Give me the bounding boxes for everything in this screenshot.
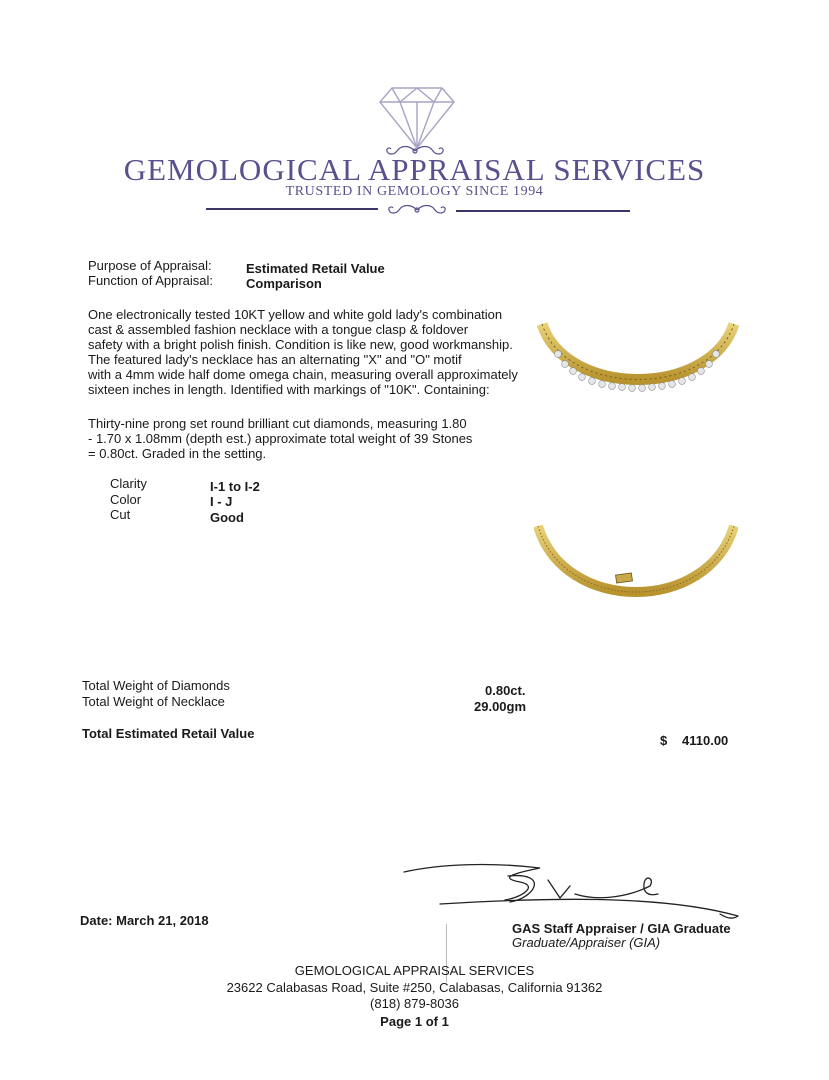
stones-paragraph (88, 416, 508, 461)
appraiser-subtitle: Graduate/Appraiser (GIA) (512, 935, 661, 950)
grade-value-clarity: I-1 to I-2 (210, 479, 260, 494)
footer-company: GEMOLOGICAL APPRAISAL SERVICES (294, 963, 535, 978)
stones-line: = 0.80ct. Graded in the setting. (88, 446, 267, 461)
footer-address: 23622 Calabasas Road, Suite #250, Calabasas, California 91362 (226, 980, 603, 995)
purpose-value: Estimated Retail Value (246, 261, 385, 276)
header-rule-left (206, 208, 378, 210)
report-date: Date: March 21, 2018 (80, 913, 209, 928)
description-line: cast & assembled fashion necklace with a tongue clasp & foldover (88, 322, 469, 337)
total-retail-label: Total Estimated Retail Value (82, 726, 255, 741)
footer-phone: (818) 879-8036 (370, 996, 459, 1011)
description-line: The featured lady's necklace has an alternating "X" and "O" motif (88, 352, 462, 367)
currency-symbol: $ (660, 733, 668, 748)
grade-value-color: I - J (210, 494, 233, 509)
grade-value-cut: Good (210, 510, 244, 525)
description-line: with a 4mm wide half dome omega chain, measuring overall approximately (88, 367, 518, 382)
total-diamonds-label: Total Weight of Diamonds (82, 678, 230, 693)
function-value: Comparison (246, 276, 322, 291)
company-tagline: TRUSTED IN GEMOLOGY SINCE 1994 (285, 184, 544, 199)
grade-label-color: Color (110, 492, 142, 507)
grade-label-clarity: Clarity (110, 476, 147, 491)
header-rule-right (456, 210, 630, 212)
purpose-label: Purpose of Appraisal: (88, 258, 212, 273)
company-logo-title: GEMOLOGICAL APPRAISAL SERVICES (123, 152, 706, 187)
description-line: One electronically tested 10KT yellow and white gold lady's combination (88, 307, 503, 322)
total-necklace-value: 29.00gm (474, 699, 527, 714)
stones-line: Thirty-nine prong set round brilliant cut diamonds, measuring 1.80 (88, 416, 467, 431)
total-retail-value: 4110.00 (682, 733, 729, 748)
description-line: safety with a bright polish finish. Condition is like new, good workmanship. (88, 337, 513, 352)
function-label: Function of Appraisal: (88, 273, 214, 288)
description-line: sixteen inches in length. Identified with markings of "10K". Containing: (88, 382, 490, 397)
total-diamonds-value: 0.80ct. (485, 683, 526, 698)
page-number: Page 1 of 1 (380, 1014, 449, 1029)
grade-label-cut: Cut (110, 507, 131, 522)
description-paragraph (88, 307, 538, 397)
appraiser-signature (400, 858, 740, 924)
appraiser-title: GAS Staff Appraiser / GIA Graduate (512, 921, 731, 936)
necklace-front-photo (536, 318, 740, 422)
diamond-logo-icon (378, 84, 456, 152)
ornament-bottom-icon (378, 202, 456, 218)
stones-line: - 1.70 x 1.08mm (depth est.) approximate total weight of 39 Stones (88, 431, 473, 446)
total-necklace-label: Total Weight of Necklace (82, 694, 225, 709)
necklace-back-photo (534, 522, 738, 608)
